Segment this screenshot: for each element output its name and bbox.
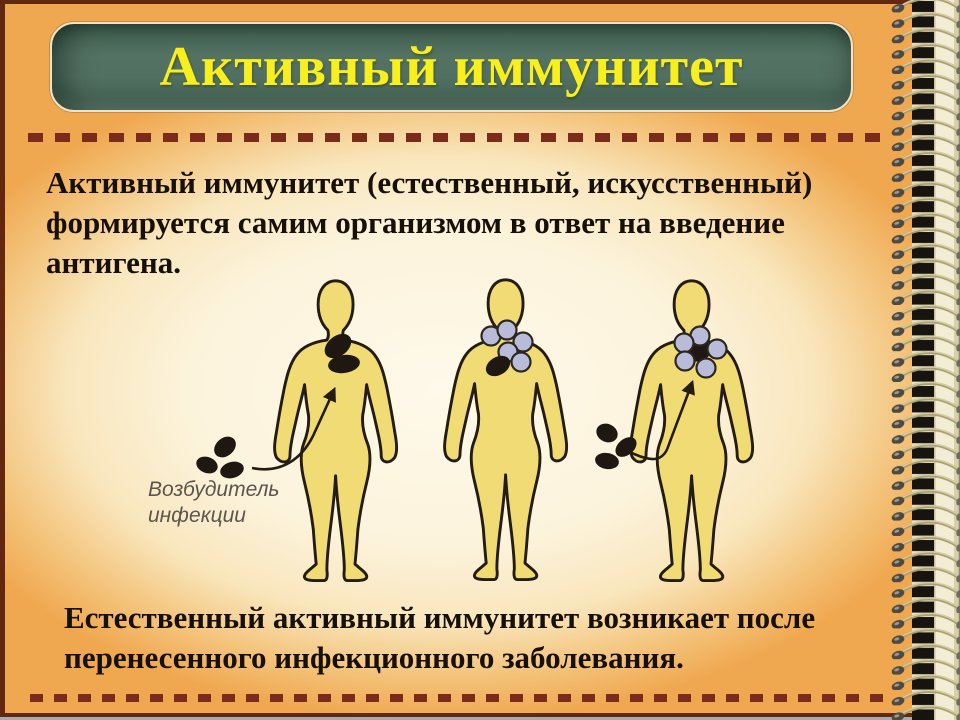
top-dashed-divider (28, 133, 886, 142)
conclusion-line: перенесенного инфекционного заболевания. (64, 640, 684, 675)
definition-line: антигена. (46, 245, 181, 280)
bottom-dashed-divider (30, 694, 886, 702)
pathogen-label-line: инфекции (148, 504, 246, 527)
pathogen-cluster-left-icon (194, 432, 246, 480)
spiral-binding (888, 0, 960, 720)
definition-paragraph (46, 163, 812, 283)
conclusion-line: Естественный активный иммунитет возникает после (64, 600, 816, 635)
definition-line: Активный иммунитет (естественный, искусственный) (46, 165, 813, 200)
pathogen-label (148, 477, 279, 529)
human-figure-infection (275, 281, 397, 581)
title-banner (50, 22, 853, 112)
pathogen-label-line: Возбудитель (148, 478, 280, 501)
conclusion-paragraph (64, 598, 815, 678)
human-figure-reinfection (631, 281, 753, 581)
slide-title: Активный иммунитет (159, 36, 744, 98)
definition-line: формируется самим организмом в ответ на введение (46, 205, 785, 240)
